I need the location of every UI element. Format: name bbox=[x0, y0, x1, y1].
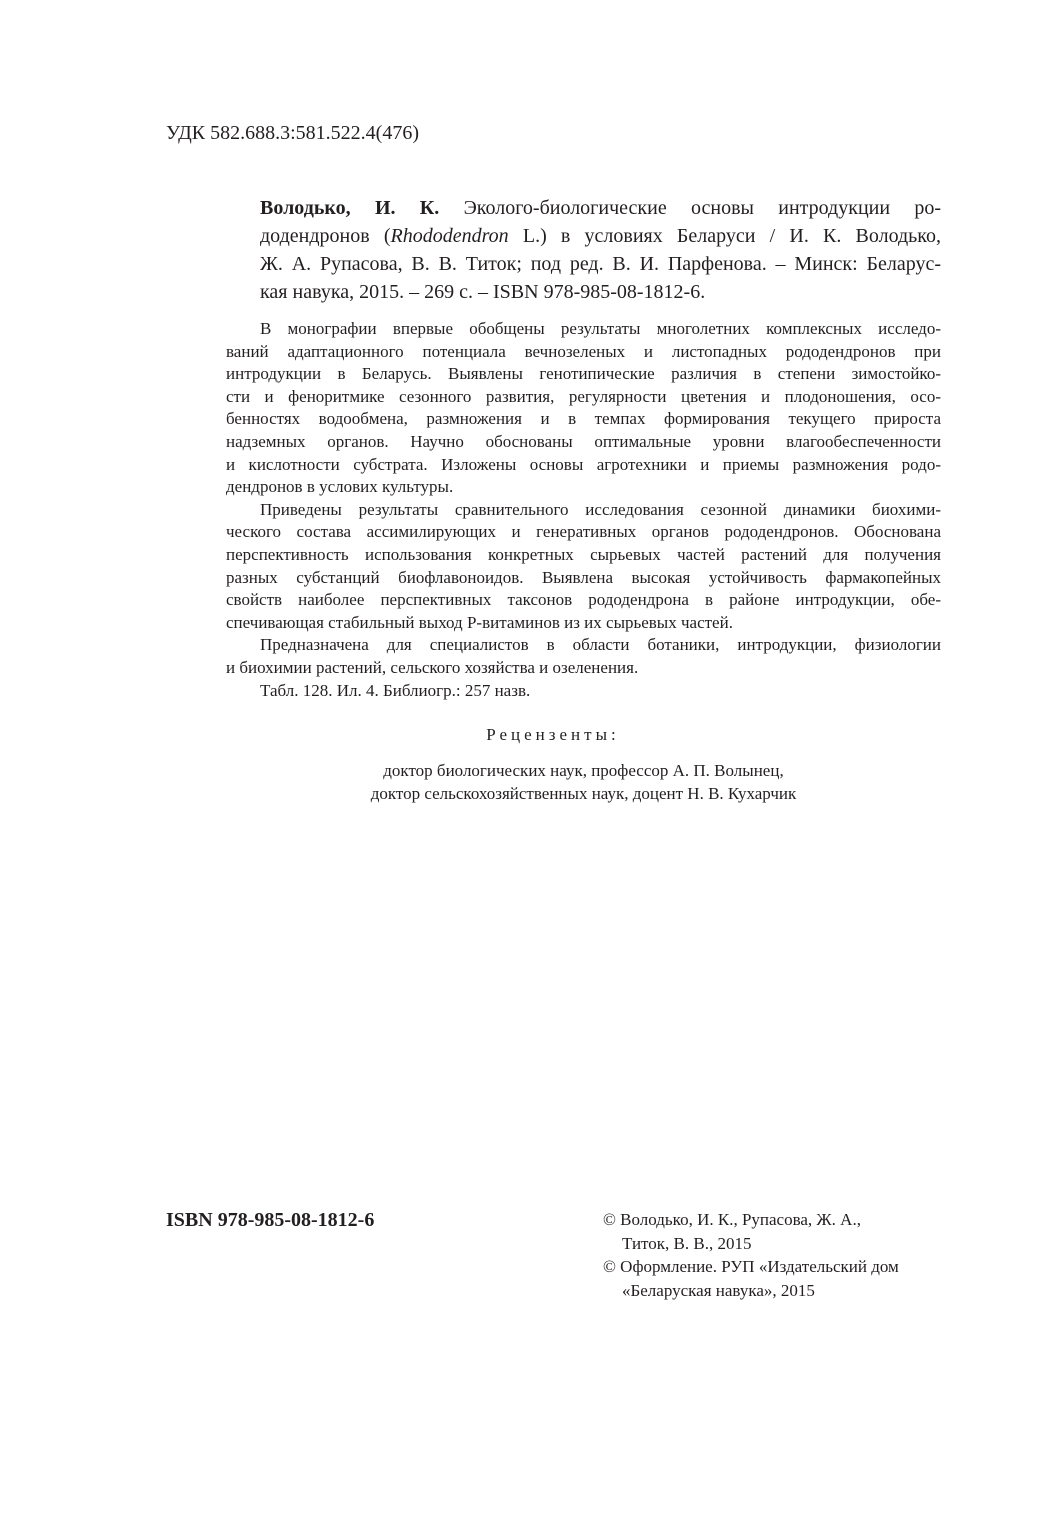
title-part: L.) в условиях Беларуси / И. К. Володько, bbox=[508, 225, 941, 247]
reviewers-heading: Рецензенты: bbox=[486, 725, 620, 744]
para2-line: ческого состава ассимилирующих и генеративных органов рододендронов. Обоснована bbox=[226, 522, 941, 542]
para1-line: ваний адаптационного потенциала вечнозеленых и листопадных рододендронов при bbox=[226, 341, 941, 361]
title-part: додендронов ( bbox=[260, 225, 391, 247]
copyright-line: © Володько, И. К., Рупасова, Ж. А., bbox=[603, 1210, 861, 1229]
para3-line: Предназначена для специалистов в области ботаники, интродукции, физиологии bbox=[260, 635, 941, 655]
bibliographic-record bbox=[260, 194, 941, 306]
para2-line: свойств наиболее перспективных таксонов рододендрона в районе интродукции, обе- bbox=[226, 590, 941, 610]
reviewer-item: доктор сельскохозяйственных наук, доцент Н. В. Кухарчик bbox=[370, 783, 797, 803]
biblio-line-1 bbox=[260, 194, 941, 222]
para2-line: спечивающая стабильный выход Р-витаминов из их сырьевых частей. bbox=[226, 612, 733, 632]
reviewer-item: доктор биологических наук, профессор А. П. Волынец, bbox=[383, 761, 784, 780]
copyright-block bbox=[603, 1208, 899, 1302]
para2-line: Приведены результаты сравнительного исследования сезонной динамики биохими- bbox=[260, 499, 941, 519]
para1-line: надземных органов. Научно обоснованы оптимальные уровни влагообеспеченности bbox=[226, 431, 941, 451]
copyright-line: «Беларуская навука», 2015 bbox=[622, 1280, 815, 1300]
tables-count-line: Табл. 128. Ил. 4. Библиогр.: 257 назв. bbox=[260, 680, 531, 700]
para1-line: дендронов в услових культуры. bbox=[226, 477, 454, 497]
isbn: ISBN 978-985-08-1812-6 bbox=[166, 1209, 375, 1231]
para1-line: и кислотности субстрата. Изложены основы агротехники и приемы размножения родо- bbox=[226, 454, 941, 474]
para1-line: интродукции в Беларусь. Выявлены генотипические различия в степени зимостойко- bbox=[226, 364, 941, 384]
para1-line: В монографии впервые обобщены результаты многолетних комплексных исследо- bbox=[260, 319, 941, 338]
para1-line: бенностях водообмена, размножения и в темпах формирования текущего прироста bbox=[226, 409, 941, 429]
title-part: Эколого-биологические основы интродукции ро- bbox=[439, 197, 941, 219]
biblio-line-3: Ж. А. Рупасова, В. В. Титок; под ред. В. И. Парфенова. – Минск: Беларус- bbox=[260, 253, 941, 275]
para3-line: и биохимии растений, сельского хозяйства и озеленения. bbox=[226, 657, 639, 677]
copyright-line: Титок, В. В., 2015 bbox=[622, 1233, 752, 1253]
copyright-line: © Оформление. РУП «Издательский дом bbox=[603, 1257, 899, 1276]
latin-genus: Rhododendron bbox=[390, 225, 509, 247]
annotation bbox=[226, 318, 941, 702]
udk-code: УДК 582.688.3:581.522.4(476) bbox=[166, 122, 419, 144]
reviewers-list bbox=[226, 760, 941, 805]
para2-line: разных субстанций биофлавоноидов. Выявлена высокая устойчивость фармакопейных bbox=[226, 567, 941, 587]
biblio-line-4: кая навука, 2015. – 269 с. – ISBN 978-985-08-1812-6. bbox=[260, 281, 706, 303]
para1-line: сти и феноритмике сезонного развития, регулярности цветения и плодоношения, осо- bbox=[226, 386, 941, 406]
biblio-line-2 bbox=[260, 222, 941, 250]
para2-line: перспективность использования конкретных сырьевых частей растений для получения bbox=[226, 544, 941, 564]
author-name: Володько, И. К. bbox=[260, 197, 440, 219]
